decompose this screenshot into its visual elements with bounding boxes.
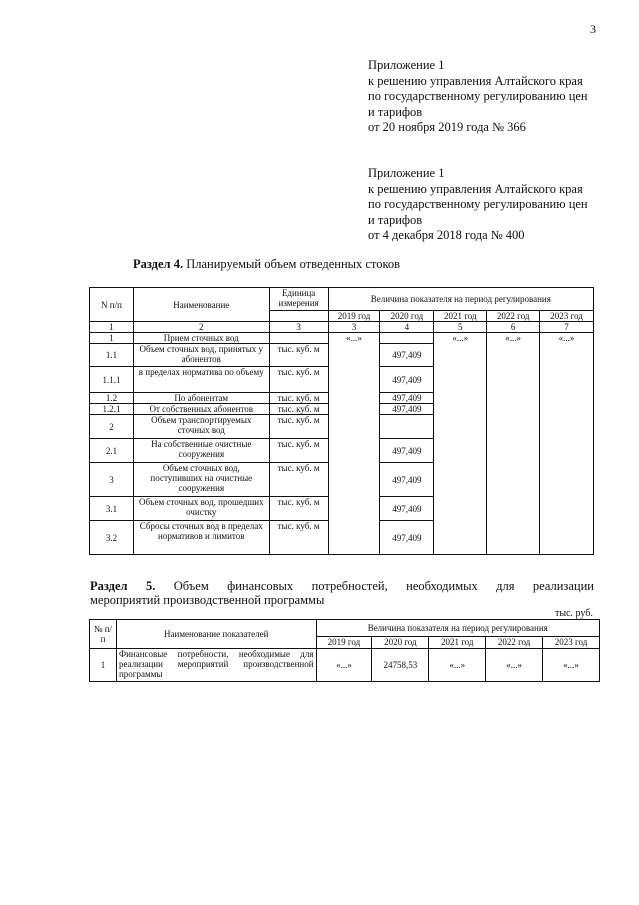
s5-row-value: 24758,53 bbox=[372, 649, 429, 682]
header-year: 2020 год bbox=[380, 311, 434, 322]
s5-header-year: 2020 год bbox=[372, 637, 429, 649]
s5-header-year: 2021 год bbox=[429, 637, 486, 649]
row-y2020 bbox=[380, 415, 434, 439]
row-unit: тыс. куб. м bbox=[269, 497, 328, 521]
appendix-line: к решению управления Алтайского края bbox=[368, 73, 583, 88]
row-num: 1.1.1 bbox=[90, 367, 134, 393]
row-name: От собственных абонентов bbox=[133, 404, 269, 415]
section4-table bbox=[89, 287, 594, 555]
section5-title bbox=[90, 579, 594, 607]
row-y2020: 497,409 bbox=[380, 404, 434, 415]
appendix-line: от 20 ноября 2019 года № 366 bbox=[368, 120, 526, 134]
row-unit: тыс. куб. м bbox=[269, 367, 328, 393]
header-value: Величина показателя на период регулирования bbox=[328, 288, 593, 311]
row-y2021: «...» bbox=[434, 333, 487, 555]
appendix-line: и тарифов bbox=[368, 104, 423, 119]
row-num: 3 bbox=[90, 463, 134, 497]
row-y2020: 497,409 bbox=[380, 497, 434, 521]
appendix-line: по государственному регулированию цен bbox=[368, 197, 588, 211]
section5-title-line2: мероприятий производственной программы bbox=[90, 593, 325, 607]
section4-title-bold: Раздел 4. bbox=[133, 257, 184, 271]
row-unit: тыс. куб. м bbox=[269, 521, 328, 555]
row-num: 2.1 bbox=[90, 439, 134, 463]
row-num: 1.2.1 bbox=[90, 404, 134, 415]
appendix-line: Приложение 1 bbox=[368, 166, 445, 180]
section5-title-bold: Раздел 5. bbox=[90, 579, 156, 593]
col-number: 6 bbox=[487, 322, 540, 333]
row-y2020: 497,409 bbox=[380, 367, 434, 393]
row-num: 2 bbox=[90, 415, 134, 439]
row-y2020: 497,409 bbox=[380, 344, 434, 367]
row-unit: тыс. куб. м bbox=[269, 344, 328, 367]
section4-title bbox=[133, 257, 400, 272]
row-unit: тыс. куб. м bbox=[269, 393, 328, 404]
s5-header-year: 2022 год bbox=[486, 637, 543, 649]
s5-row-value: «...» bbox=[486, 649, 543, 682]
s5-row-value: «...» bbox=[316, 649, 372, 682]
row-name: Объем сточных вод, прошедших очистку bbox=[133, 497, 269, 521]
s5-row-value: «...» bbox=[543, 649, 600, 682]
s5-header-value: Величина показателя на период регулирования bbox=[316, 620, 599, 637]
header-name: Наименование bbox=[133, 288, 269, 322]
row-name: Сбросы сточных вод в пределах нормативов и лимитов bbox=[133, 521, 269, 555]
col-number: 3 bbox=[269, 322, 328, 333]
table-row bbox=[90, 649, 600, 682]
row-num: 1.2 bbox=[90, 393, 134, 404]
col-number: 1 bbox=[90, 322, 134, 333]
appendix-line: к решению управления Алтайского края bbox=[368, 181, 583, 196]
s5-row-num: 1 bbox=[90, 649, 117, 682]
row-name: Объем транспортируемых сточных вод bbox=[133, 415, 269, 439]
appendix-block-1 bbox=[368, 58, 588, 136]
s5-header-year: 2019 год bbox=[316, 637, 372, 649]
row-y2023: «...» bbox=[540, 333, 594, 555]
appendix-line: и тарифов bbox=[368, 212, 423, 227]
unit-note: тыс. руб. bbox=[555, 608, 593, 619]
row-unit: тыс. куб. м bbox=[269, 463, 328, 497]
header-unit: Единица измерения bbox=[269, 288, 328, 311]
col-number: 5 bbox=[434, 322, 487, 333]
row-unit bbox=[269, 333, 328, 344]
row-y2022: «...» bbox=[487, 333, 540, 555]
row-y2020: 497,409 bbox=[380, 439, 434, 463]
header-year: 2019 год bbox=[328, 311, 380, 322]
header-year: 2023 год bbox=[540, 311, 594, 322]
header-year: 2021 год bbox=[434, 311, 487, 322]
header-num: N п/п bbox=[90, 288, 134, 322]
appendix-block-2 bbox=[368, 166, 588, 244]
row-y2019: «...» bbox=[328, 333, 380, 555]
row-y2020: 497,409 bbox=[380, 463, 434, 497]
row-name: Объем сточных вод, принятых у абонентов bbox=[133, 344, 269, 367]
row-unit: тыс. куб. м bbox=[269, 415, 328, 439]
appendix-line: по государственному регулированию цен bbox=[368, 89, 588, 103]
col-number: 4 bbox=[380, 322, 434, 333]
row-unit: тыс. куб. м bbox=[269, 439, 328, 463]
s5-row-value: «...» bbox=[429, 649, 486, 682]
col-number: 3 bbox=[328, 322, 380, 333]
appendix-line: от 4 декабря 2018 года № 400 bbox=[368, 228, 525, 242]
row-num: 1.1 bbox=[90, 344, 134, 367]
row-name: По абонентам bbox=[133, 393, 269, 404]
row-num: 1 bbox=[90, 333, 134, 344]
table-row bbox=[90, 333, 594, 344]
row-y2020: 497,409 bbox=[380, 521, 434, 555]
row-y2020 bbox=[380, 333, 434, 344]
s5-header-num: № п/п bbox=[90, 620, 117, 649]
row-name: На собственные очистные сооружения bbox=[133, 439, 269, 463]
s5-header-year: 2023 год bbox=[543, 637, 600, 649]
appendix-line: Приложение 1 bbox=[368, 58, 445, 72]
header-unit-empty bbox=[269, 311, 328, 322]
page-number: 3 bbox=[590, 22, 596, 36]
col-number: 7 bbox=[540, 322, 594, 333]
col-number: 2 bbox=[133, 322, 269, 333]
section4-title-rest: Планируемый объем отведенных стоков bbox=[183, 257, 401, 271]
section5-table bbox=[89, 619, 600, 682]
s5-row-name: Финансовые потребности, необходимые для реализации мероприятий производственной программы bbox=[116, 649, 316, 682]
row-y2020: 497,409 bbox=[380, 393, 434, 404]
row-num: 3.1 bbox=[90, 497, 134, 521]
row-unit: тыс. куб. м bbox=[269, 404, 328, 415]
row-num: 3.2 bbox=[90, 521, 134, 555]
header-year: 2022 год bbox=[487, 311, 540, 322]
row-name: Прием сточных вод bbox=[133, 333, 269, 344]
s5-header-name: Наименование показателей bbox=[116, 620, 316, 649]
row-name: Объем сточных вод, поступивших на очистные сооружения bbox=[133, 463, 269, 497]
section5-title-rest: Объем финансовых потребностей, необходимых для реализации bbox=[155, 579, 594, 593]
row-name: в пределах норматива по объему bbox=[133, 367, 269, 393]
